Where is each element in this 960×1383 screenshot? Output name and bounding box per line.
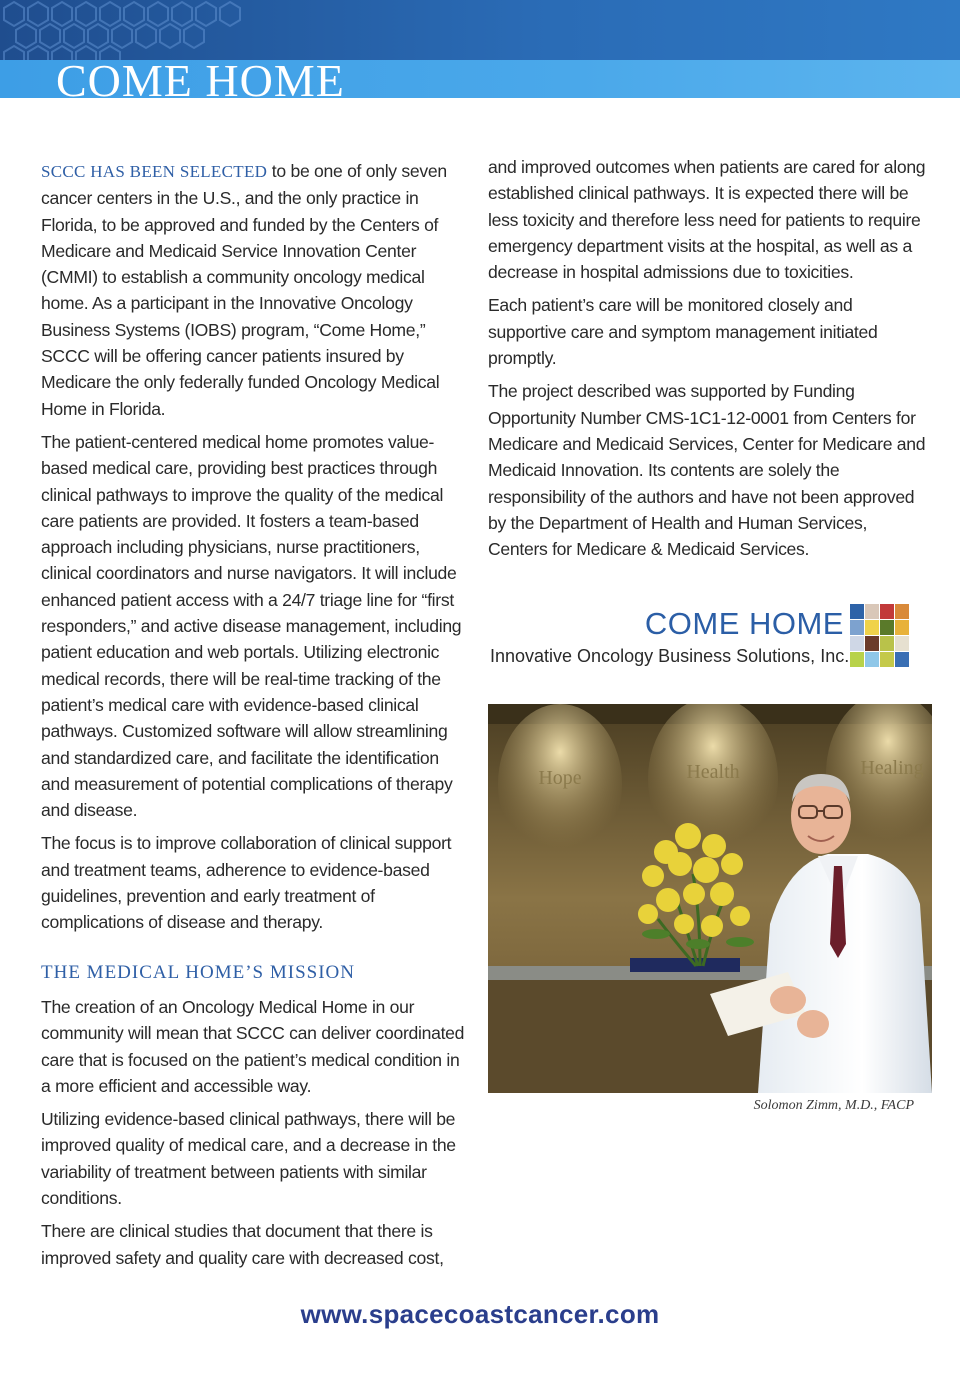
logo-tile — [865, 636, 879, 651]
focus-paragraph: The focus is to improve collaboration of clinical support and treatment teams, adherence to evidence-based guidelines, prevention and early treatment of complications of disease and therapy. — [41, 833, 452, 933]
photo-caption: Solomon Zimm, M.D., FACP — [753, 1098, 914, 1113]
logo-tile — [865, 652, 879, 667]
come-home-logo — [490, 602, 910, 672]
wall-word-health: Health — [686, 761, 740, 783]
outcomes-paragraph: and improved outcomes when patients are cared for along established clinical pathways. It is expected there will be less toxicity and therefore less need for patients to require emergency department visits at the hospital, as well as a decrease in hospital admissions due to toxicities. — [488, 157, 926, 283]
logo-tile — [895, 620, 909, 635]
left-column — [41, 158, 466, 1278]
logo-tile — [895, 652, 909, 667]
logo-tile — [895, 636, 909, 651]
header-band — [0, 0, 960, 60]
hexagon-pattern — [0, 0, 960, 60]
logo-tile — [850, 652, 864, 667]
wall-word-hope: Hope — [538, 767, 582, 789]
mission-paragraph-2: Utilizing evidence-based clinical pathways, there will be improved quality of medical care, and a decrease in the variability of treatment between patients with similar conditions. — [41, 1109, 456, 1208]
funding-paragraph: The project described was supported by Funding Opportunity Number CMS-1C1-12-0001 from Centers for Medicare and Medicaid Services, Center for Medicare and Medicaid Innovation. Its contents are solely the responsibility of the authors and have not been approved by the Department of Health and Human Services, Centers for Medicare & Medicaid Services. — [488, 381, 926, 560]
doctor-photo — [488, 704, 932, 1093]
logo-tile — [895, 604, 909, 619]
mission-paragraph-3: There are clinical studies that document that there is improved safety and quality care with decreased cost, — [41, 1221, 444, 1268]
logo-tile — [865, 620, 879, 635]
monitoring-paragraph: Each patient’s care will be monitored closely and supportive care and symptom management initiated promptly. — [488, 295, 878, 369]
website-url: www.spacecoastcancer.com — [300, 1299, 660, 1329]
logo-tile — [850, 604, 864, 619]
doctor-photo-illustration — [488, 704, 932, 1093]
logo-tile — [850, 636, 864, 651]
intro-lead: SCCC HAS BEEN SELECTED — [41, 162, 268, 181]
right-column — [488, 154, 930, 569]
page-title: COME HOME — [56, 55, 345, 106]
intro-text: to be one of only seven cancer centers in the U.S., and the only practice in Florida, to be approved and funded by the Centers of Medicare and Medicaid Service Innovation Center (CMMI) to establish a community oncology medical home. As a participant in the Innovative Oncology Business Systems (IOBS) program, “Come Home,” SCCC will be offering cancer patients insured by Medicare the only federally funded Oncology Medical Home in Florida. — [41, 161, 447, 419]
logo-tile — [880, 620, 894, 635]
logo-tile — [865, 604, 879, 619]
logo-mosaic-icon — [850, 604, 910, 668]
logo-subtitle: Innovative Oncology Business Solutions, Inc. — [490, 646, 850, 666]
wall-word-healing: Healing — [860, 757, 924, 779]
mission-heading: THE MEDICAL HOME’S MISSION — [41, 961, 355, 983]
logo-tile — [880, 636, 894, 651]
logo-tile — [880, 652, 894, 667]
logo-title: COME HOME — [644, 606, 844, 641]
logo-tile — [880, 604, 894, 619]
intro-paragraph — [41, 158, 466, 422]
mission-paragraph-1: The creation of an Oncology Medical Home in our community will mean that SCCC can deliver coordinated care that is focused on the patient’s medical condition in a more efficient and accessible way. — [41, 996, 465, 1096]
medical-home-paragraph: The patient-centered medical home promotes value-based medical care, providing best practices through clinical pathways to improve the quality of the medical care patients are provided. It fosters a team-based approach including physicians, nurse practitioners, clinical coordinators and nurse navigators. It will include enhanced patient access with a 24/7 triage line for “first responders,” and active disease management, including patient education and web portals. Utilizing electronic medical records, there will be real-time tracking of the patient’s medical care with evidence-based clinical pathways. Customized software will allow streamlining and standardized care, and facilitate the identification and measurement of potential complications of therapy and disease. — [41, 431, 462, 821]
logo-tile — [850, 620, 864, 635]
